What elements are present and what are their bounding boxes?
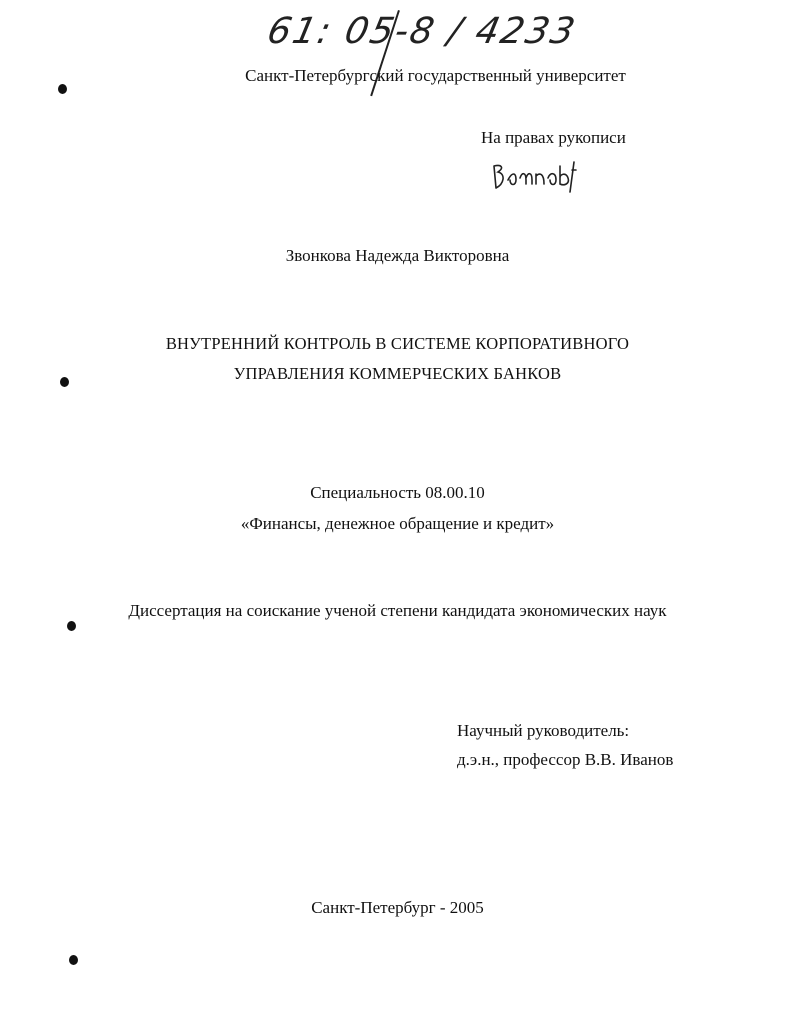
binder-hole xyxy=(67,621,76,631)
specialty-name: «Финансы, денежное обращение и кредит» xyxy=(240,514,555,533)
dissertation-title-line-1: ВНУТРЕННИЙ КОНТРОЛЬ В СИСТЕМЕ КОРПОРАТИВНОГО xyxy=(165,334,630,353)
university-name: Санкт-Петербургский государственный университет xyxy=(245,66,626,85)
binder-hole xyxy=(69,955,78,965)
supervisor-label: Научный руководитель: xyxy=(457,721,630,740)
author-name: Звонкова Надежда Викторовна xyxy=(285,246,510,265)
supervisor-name: д.э.н., профессор В.В. Иванов xyxy=(457,750,674,769)
author-signature xyxy=(490,158,580,194)
degree-statement: Диссертация на соискание ученой степени кандидата экономических наук xyxy=(128,601,667,620)
place-and-year: Санкт-Петербург - 2005 xyxy=(311,898,484,917)
archive-number: 61: 05-8 / 4233 xyxy=(263,11,581,52)
manuscript-rights: На правах рукописи xyxy=(481,128,626,147)
dissertation-title-line-2: УПРАВЛЕНИЯ КОММЕРЧЕСКИХ БАНКОВ xyxy=(233,364,562,383)
specialty-code: Специальность 08.00.10 xyxy=(310,483,485,502)
